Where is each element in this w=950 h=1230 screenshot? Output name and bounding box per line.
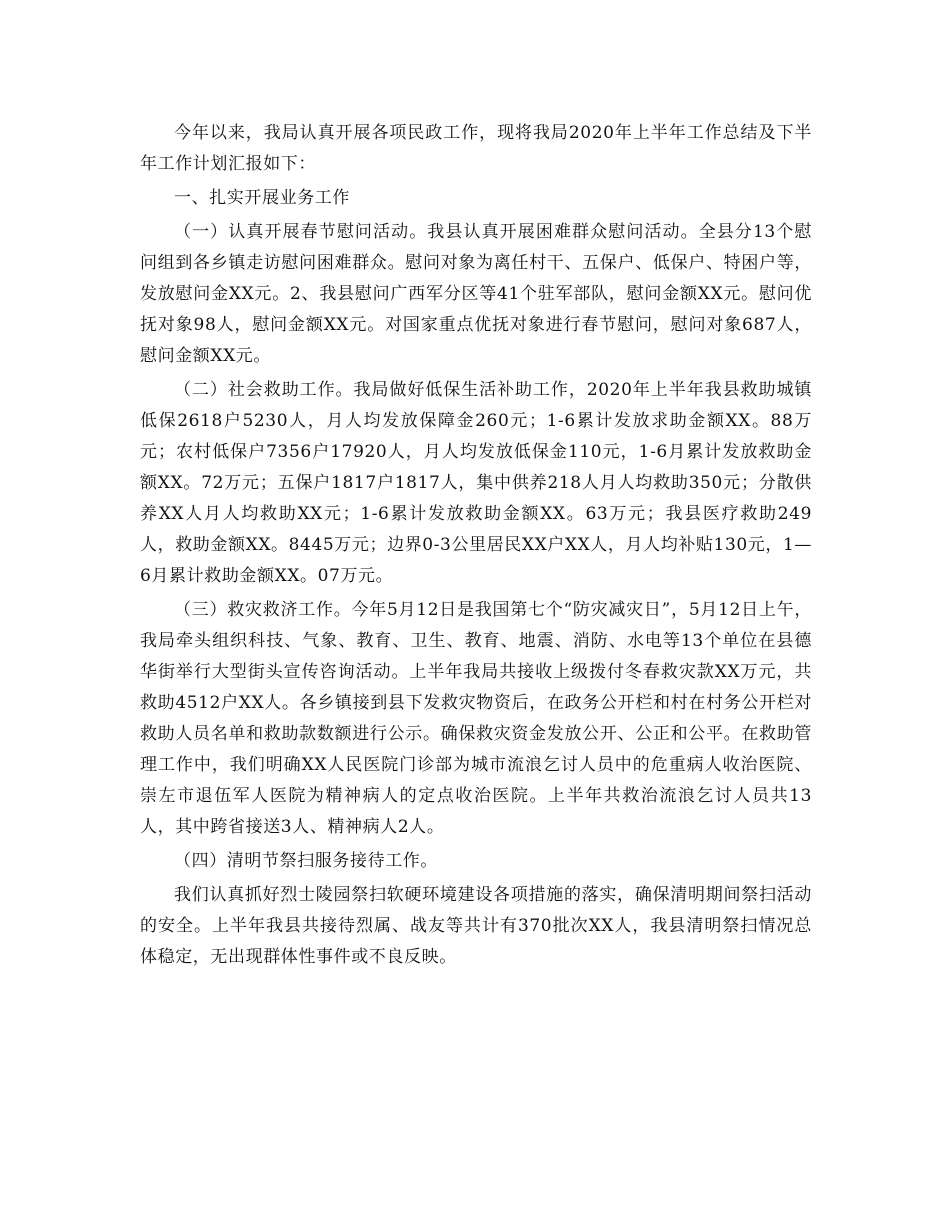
- intro-paragraph: 今年以来，我局认真开展各项民政工作，现将我局2020年上半年工作总结及下半年工作计划汇报如下：: [140, 123, 812, 174]
- subheading-qingming: （四）清明节祭扫服务接待工作。: [174, 851, 438, 871]
- paragraph-social-assistance: （二）社会救助工作。我局做好低保生活补助工作，2020年上半年我县救助城镇低保2618户5230人，月人均发放保障金260元；1-6累计发放求助金额XX。88万元；农村低保户7356户17920人，月人均发放低保金110元，1-6月累计发放救助金额XX。72万元；五保户1817户1817人，集中供养218人月人均救助350元；分散供养XX人月人均救助XX元；1-6累计发放救助金额XX。63万元；我县医疗救助249人，救助金额XX。8445万元；边界0-3公里居民XX户XX人，月人均补贴130元，1—6月累计救助金额XX。07万元。: [140, 380, 812, 586]
- document-body: [140, 118, 812, 973]
- paragraph-disaster-relief: （三）救灾救济工作。今年5月12日是我国第七个“防灾减灾日”，5月12日上午，我局牵头组织科技、气象、教育、卫生、教育、地震、消防、水电等13个单位在县德华街举行大型街头宣传咨询活动。上半年我局共接收上级拨付冬春救灾款XX万元，共救助4512户XX人。各乡镇接到县下发救灾物资后，在政务公开栏和村在村务公开栏对救助人员名单和救助款数额进行公示。确保救灾资金发放公开、公正和公平。在救助管理工作中，我们明确XX人民医院门诊部为城市流浪乞讨人员中的危重病人收治医院、崇左市退伍军人医院为精神病人的定点收治医院。上半年共救治流浪乞讨人员共13人，其中跨省接送3人、精神病人2人。: [140, 600, 812, 837]
- paragraph-spring-festival: （一）认真开展春节慰问活动。我县认真开展困难群众慰问活动。全县分13个慰问组到各乡镇走访慰问困难群众。慰问对象为离任村干、五保户、低保户、特困户等，发放慰问金XX元。2、我县慰问广西军分区等41个驻军部队，慰问金额XX元。慰问优抚对象98人，慰问金额XX元。对国家重点优抚对象进行春节慰问，慰问对象687人，慰问金额XX元。: [140, 222, 812, 366]
- section-heading-business: 一、扎实开展业务工作: [174, 188, 350, 208]
- paragraph-qingming: 我们认真抓好烈士陵园祭扫软硬环境建设各项措施的落实，确保清明期间祭扫活动的安全。上半年我县共接待烈属、战友等共计有370批次XX人，我县清明祭扫情况总体稳定，无出现群体性事件或不良反映。: [140, 885, 812, 967]
